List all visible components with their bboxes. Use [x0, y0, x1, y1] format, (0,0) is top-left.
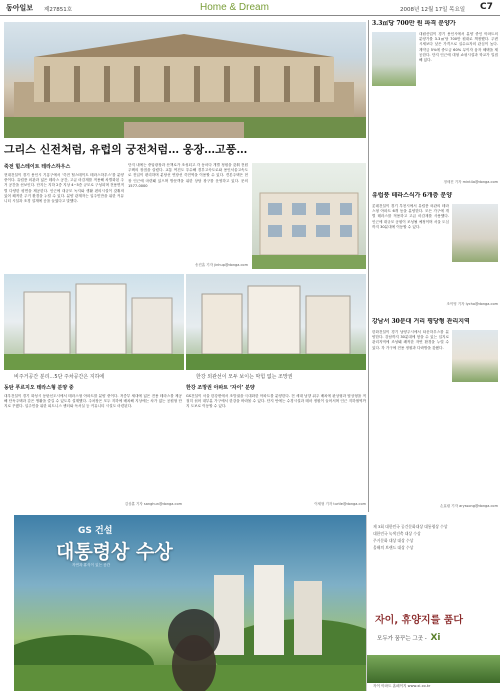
ad-slogan: 자이, 휴양지를 품다: [375, 615, 464, 626]
apartment-illustration-right: [186, 274, 366, 370]
article-lower-left: [4, 384, 182, 510]
side-byline-1: 정세진 기자 mint4a@donga.com: [443, 180, 498, 184]
ad-footer: 자이 아파트 홈페이지 www.xi.co.kr: [373, 684, 431, 688]
article-subhead: 죽전 힐스테이트 테라스하우스: [4, 164, 71, 170]
ad-bottom-photo: [367, 655, 500, 683]
article-lower-right: [186, 384, 366, 510]
side-photo-1: [372, 32, 416, 86]
building-photo-left: [4, 274, 184, 370]
side-text-3: 한화건설이 경기 남양주시에서 타운하우스를 분양한다. 강남까지 30분대에 닿을 수 있는 입지로 관리지역에 조성돼 쾌적한 자연 환경을 누릴 수 있다. 각 가구에 전용 정원과 다락방을 갖췄다.: [372, 330, 449, 350]
lower-left-byline: 김상훈 기자 sanghun@donga.com: [124, 502, 182, 506]
article-text-1: 현대건설이 경기 용인시 기흥구에서 ‘죽전 힐스테이트 테라스하우스’를 분양 중이다. 유럽풍 외관과 넓은 테라스 공간, 고급 마감재를 적용해 차별화된 주거 공간을 선보인다. 단지는 지하 2층 지상 4~5층 규모로 구성되며 전용면적별 다양한 평면을 제공한다. 인근에 대규모 녹지와 생활 편의시설이 갖춰져 있어 쾌적한 주거 환경을 누릴 수 있다. 분양 관계자는 입주민만을 위한 커뮤니티 시설과 조경 설계에 공을 들였다고 말했다.: [4, 173, 124, 204]
ad-headline: 대통령상 수상: [56, 541, 173, 563]
main-headline: 그리스 신전처럼, 유럽의 궁전처럼… 웅장…고풍…: [4, 143, 248, 156]
ad-note: 주거문화 대상 대상 수상: [373, 538, 414, 543]
newspaper-logo: 동아일보: [6, 3, 34, 12]
caption-right: 한강 외관선이 모두 보이는 막힘 없는 조망권: [196, 374, 293, 380]
column-divider: [368, 20, 369, 512]
side-byline-2: 조이영 기자 lycho@donga.com: [446, 302, 498, 306]
side-article-1: [372, 20, 498, 180]
ad-subslogan-row: [377, 633, 497, 643]
ad-tagline: 자연과 휴식이 있는 공간: [72, 563, 111, 567]
lower-left-text: 대우건설이 경기 화성시 동탄신도시에서 테라스형 아파트를 분양 중이다. 저층부 세대에 넓은 전용 테라스를 제공해 단독주택과 같은 생활을 즐길 수 있도록 설계했다. 주차장은 모두 지하에 배치해 지상에는 차가 없는 공원형 단지로 꾸몄다. 입주민을 위한 피트니스 센터와 독서실 등 커뮤니티 시설도 마련된다.: [4, 394, 182, 409]
side-headline-3: 강남서 30분대 거리 평당형 관리지역: [372, 318, 470, 325]
side-photo-2: [452, 204, 498, 262]
ad-note: 제 3회 대한민국 공간문화대상 대통령상 수상: [373, 524, 448, 529]
side-byline-3: 손효림 기자 aryssong@donga.com: [439, 504, 498, 508]
side-headline-1: 3.3㎡당 700만 원 파격 분양가: [372, 20, 456, 27]
article-byline: 송진흡 기자 jinhup@donga.com: [195, 263, 248, 267]
article-col-2: [128, 163, 248, 269]
side-headline-2: 유럽풍 테라스식가 6개층 분양: [372, 192, 452, 199]
side-text-1: 대림산업이 경기 용인시에서 분양 중인 아파트의 분양가를 3.3㎡당 700만 원대로 책정했다. 주변 시세보다 낮은 가격으로 실수요자의 관심이 높다. 계약금 5%에 중도금 60% 무이자 융자 혜택을 제공한다. 단지 인근에 대형 쇼핑시설과 학교가 밀집해 있다.: [419, 32, 498, 63]
ad-park-illustration: [14, 515, 366, 691]
side-article-2: [372, 192, 498, 300]
article-col-1: [4, 163, 124, 269]
lower-right-byline: 이세형 기자 turtle@donga.com: [314, 502, 366, 506]
issue-date: 2008년 12월 17일 목요일: [400, 7, 466, 13]
article-text-2: 단지 내에는 중앙광장과 산책로가 조성되고 각 동마다 개별 정원을 갖춰 전원주택의 장점을 살렸다. 교통 여건도 우수해 경부고속도로와 용인서울고속도로 진입이 편리하며 분당선 연장선 죽전역을 이용할 수 있다. 견본주택은 현장 인근에 마련돼 있으며 방문객을 위한 상담 창구를 운영하고 있다. 문의 1577-0000: [128, 163, 248, 188]
page-number: C7: [480, 2, 493, 12]
caption-left: 비주거공간 분리…5단 주차공간은 지하에: [14, 374, 105, 380]
xi-logo: Xi: [430, 633, 441, 643]
xi-advertisement-panel: [366, 515, 500, 691]
lower-right-subhead: 한강 조망권 아파트 ‘자이’ 분양: [186, 385, 255, 391]
page-header: [0, 0, 500, 16]
ad-note: 대한민국 녹색건축 대상 수상: [373, 531, 421, 536]
section-title: Home & Dream: [200, 2, 269, 13]
lower-right-text: GS건설이 서울 한강변에서 조망권을 극대화한 아파트를 분양한다. 전 세대 남향 위주 배치에 판상형과 탑상형을 적절히 섞어 대부분 가구에서 한강을 바라볼 수 있다. 단지 안에는 수경시설과 테마 정원이 들어서며 인근 지하철역까지 도보로 이동할 수 있다.: [186, 394, 366, 409]
side-photo-3: [452, 330, 498, 382]
ad-note: 올해의 브랜드 대상 수상: [373, 545, 414, 550]
issue-number: 제27851호: [44, 7, 73, 13]
apartment-illustration-left: [4, 274, 184, 370]
main-photo-palace: [4, 22, 366, 138]
terrace-photo: [252, 163, 366, 269]
lower-left-subhead: 동탄 푸르지오 테라스형 분양 중: [4, 385, 74, 391]
gs-advertisement: [14, 515, 366, 691]
terrace-illustration: [252, 163, 366, 269]
side-article-3: [372, 318, 498, 504]
building-photo-right: [186, 274, 366, 370]
ad-subslogan: 모두가 꿈꾸는 그곳 -: [377, 636, 427, 642]
palace-illustration: [4, 22, 366, 138]
ad-notes-list: [373, 523, 495, 551]
side-text-2: 롯데건설이 경기 부천시에서 유럽풍 외관의 테라스형 아파트 6개 동을 분양한다. 모든 가구에 개별 테라스를 적용하고 고급 마감재를 사용했다. 인근에 대규모 공원이 조성될 예정이며 서울 도심까지 30분대에 이동할 수 있다.: [372, 204, 449, 229]
ad-brand: GS 건설: [78, 526, 113, 536]
